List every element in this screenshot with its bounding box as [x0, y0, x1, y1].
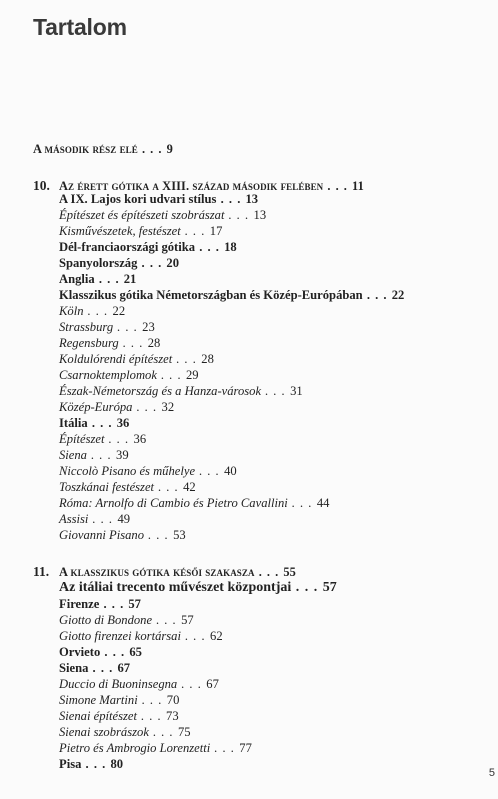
toc-entry-page: 22	[391, 288, 405, 302]
toc-entry-title: Giotto firenzei kortársai	[59, 629, 181, 643]
toc-entry-title: A klasszikus gótika késői szakasza	[59, 565, 255, 579]
page-title: Tartalom	[33, 14, 127, 40]
leader-dots: . . .	[132, 400, 162, 414]
leader-dots: . . .	[152, 613, 182, 627]
toc-entry	[59, 255, 179, 271]
toc-entry-page: 28	[201, 352, 214, 366]
chapter-number: 11.	[33, 564, 50, 579]
toc-entry-page: 44	[316, 496, 330, 510]
toc-entry-title: Csarnoktemplomok	[59, 368, 157, 382]
toc-entry-title: Firenze	[59, 597, 100, 611]
toc-entry-title: Az érett gótika a XIII. század második felében	[59, 179, 324, 193]
toc-entry-page: 11	[351, 179, 364, 193]
leader-dots: . . .	[137, 142, 167, 156]
toc-entry-title: Sienai építészet	[59, 709, 137, 723]
toc-entry-page: 28	[147, 336, 161, 350]
toc-entry-title: Orvieto	[59, 645, 101, 659]
toc-entry-title: Anglia	[59, 272, 95, 286]
toc-entry-title: A második rész elé	[33, 142, 138, 156]
leader-dots: . . .	[195, 240, 225, 254]
toc-entry	[59, 495, 329, 511]
leader-dots: . . .	[323, 179, 352, 193]
toc-entry	[59, 351, 214, 367]
leader-dots: . . .	[83, 304, 113, 318]
leader-dots: . . .	[88, 512, 118, 526]
toc-entry	[59, 740, 252, 756]
toc-entry-page: 18	[224, 240, 237, 254]
leader-dots: . . .	[81, 757, 111, 771]
toc-entry-title: Assisi	[59, 512, 89, 526]
toc-entry-page: 62	[210, 629, 223, 643]
toc-entry-page: 70	[166, 693, 180, 707]
toc-entry	[59, 303, 125, 319]
toc-entry-title: Építészet	[59, 432, 105, 446]
toc-entry-page: 57	[128, 597, 141, 611]
toc-entry-title: Koldulórendi építészet	[59, 352, 173, 366]
chapter-number: 10.	[33, 178, 50, 193]
leader-dots: . . .	[148, 725, 178, 739]
leader-dots: . . .	[177, 677, 207, 691]
toc-entry-page: 55	[283, 565, 296, 579]
toc-entry-page: 67	[206, 677, 219, 691]
leader-dots: . . .	[88, 661, 118, 675]
toc-entry-title: Itália	[59, 416, 88, 430]
leader-dots: . . .	[99, 597, 129, 611]
toc-entry-page: 13	[245, 192, 259, 206]
toc-entry-page: 67	[117, 661, 131, 675]
toc-entry	[33, 141, 173, 157]
toc-entry-page: 57	[322, 580, 337, 595]
toc-entry-title: Giovanni Pisano	[59, 528, 145, 542]
toc-entry	[59, 239, 237, 255]
toc-entry-page: 65	[129, 645, 142, 659]
leader-dots: . . .	[86, 448, 117, 462]
toc-entry-title: Sienai szobrászok	[59, 725, 149, 739]
toc-entry-title: Duccio di Buoninsegna	[59, 677, 178, 691]
toc-entry-page: 73	[166, 709, 179, 723]
toc-entry	[59, 724, 191, 740]
toc-entry-page: 13	[253, 208, 267, 222]
toc-entry-page: 57	[181, 613, 194, 627]
leader-dots: . . .	[94, 272, 124, 286]
toc-entry-page: 36	[133, 432, 147, 446]
toc-entry-title: Siena	[59, 448, 87, 462]
toc-entry-title: Köln	[59, 304, 84, 318]
leader-dots: . . .	[180, 629, 211, 643]
toc-entry-page: 31	[290, 384, 303, 398]
toc-entry	[59, 479, 196, 495]
leader-dots: . . .	[137, 256, 167, 270]
toc-entry-title: Toszkánai festészet	[59, 480, 155, 494]
toc-entry-page: 9	[166, 142, 173, 156]
toc-entry	[59, 399, 174, 415]
toc-entry	[59, 415, 129, 431]
toc-entry-page: 22	[112, 304, 126, 318]
toc-entry	[59, 367, 199, 383]
leader-dots: . . .	[113, 320, 143, 334]
toc-entry	[59, 660, 130, 676]
toc-entry-title: Pietro és Ambrogio Lorenzetti	[59, 741, 211, 755]
toc-entry-page: 17	[209, 224, 223, 238]
toc-entry	[59, 612, 194, 628]
toc-entry	[59, 628, 223, 644]
toc-entry	[59, 511, 130, 527]
leader-dots: . . .	[287, 496, 317, 510]
toc-entry	[59, 564, 296, 580]
leader-dots: . . .	[118, 336, 148, 350]
toc-entry	[59, 463, 237, 479]
toc-entry-title: Közép-Európa	[59, 400, 133, 414]
leader-dots: . . .	[254, 565, 284, 579]
toc-entry-page: 53	[173, 528, 186, 542]
leader-dots: . . .	[144, 528, 174, 542]
toc-entry-page: 39	[116, 448, 129, 462]
leader-dots: . . .	[154, 480, 184, 494]
toc-entry-page: 21	[123, 272, 137, 286]
toc-entry-title: Építészet és építészeti szobrászat	[59, 208, 225, 222]
leader-dots: . . .	[216, 192, 246, 206]
leader-dots: . . .	[180, 224, 210, 238]
toc-entry-page: 23	[142, 320, 155, 334]
toc-entry	[59, 191, 258, 207]
toc-entry-title: Regensburg	[59, 336, 119, 350]
toc-entry-title: Strassburg	[59, 320, 114, 334]
leader-dots: . . .	[362, 288, 392, 302]
toc-entry-title: Siena	[59, 661, 89, 675]
toc-entry-title: Az itáliai trecento művészet központjai	[59, 580, 292, 595]
toc-entry-title: Pisa	[59, 757, 82, 771]
toc-entry-title: Simone Martini	[59, 693, 138, 707]
toc-entry-title: Niccolò Pisano és műhelye	[59, 464, 196, 478]
toc-entry	[59, 644, 142, 660]
leader-dots: . . .	[100, 645, 130, 659]
toc-entry-page: 75	[177, 725, 191, 739]
toc-entry-page: 29	[186, 368, 199, 382]
toc-entry	[59, 676, 219, 692]
toc-entry-page: 80	[110, 757, 124, 771]
leader-dots: . . .	[261, 384, 291, 398]
toc-entry-page: 40	[224, 464, 237, 478]
toc-entry-title: Spanyolország	[59, 256, 138, 270]
leader-dots: . . .	[87, 416, 117, 430]
leader-dots: . . .	[156, 368, 186, 382]
page-number: 5	[488, 767, 495, 779]
toc-entry	[59, 431, 146, 447]
toc-entry-page: 49	[117, 512, 131, 526]
toc-entry-title: Giotto di Bondone	[59, 613, 153, 627]
toc-entry	[59, 319, 155, 335]
toc-entry-title: Kisművészetek, festészet	[59, 224, 181, 238]
toc-entry	[59, 383, 303, 399]
toc-entry-title: A IX. Lajos kori udvari stílus	[59, 192, 217, 206]
leader-dots: . . .	[104, 432, 134, 446]
leader-dots: . . .	[137, 709, 167, 723]
toc-entry	[59, 335, 160, 351]
toc-entry-page: 36	[116, 416, 130, 430]
toc-entry	[59, 287, 404, 303]
toc-entry-page: 42	[183, 480, 196, 494]
toc-entry	[59, 596, 141, 612]
leader-dots: . . .	[172, 352, 202, 366]
toc-entry	[59, 447, 129, 463]
leader-dots: . . .	[137, 693, 167, 707]
toc-entry	[59, 580, 337, 596]
toc-entry-title: Róma: Arnolfo di Cambio és Pietro Cavallini	[59, 496, 288, 510]
toc-entry	[59, 708, 179, 724]
toc-entry-title: Klasszikus gótika Németországban és Közép-Európában	[59, 288, 363, 302]
toc-entry-page: 32	[161, 400, 175, 414]
toc-entry-page: 20	[166, 256, 180, 270]
toc-entry	[59, 756, 123, 772]
leader-dots: . . .	[291, 580, 323, 595]
toc-entry-page: 77	[239, 741, 252, 755]
leader-dots: . . .	[210, 741, 240, 755]
toc-entry	[59, 207, 266, 223]
toc-entry-title: Észak-Németország és a Hanza-városok	[59, 384, 262, 398]
toc-entry	[59, 692, 179, 708]
toc-entry	[59, 527, 186, 543]
toc-entry	[59, 271, 136, 287]
toc-entry-title: Dél-franciaországi gótika	[59, 240, 196, 254]
toc-entry	[59, 223, 222, 239]
leader-dots: . . .	[195, 464, 225, 478]
leader-dots: . . .	[224, 208, 254, 222]
